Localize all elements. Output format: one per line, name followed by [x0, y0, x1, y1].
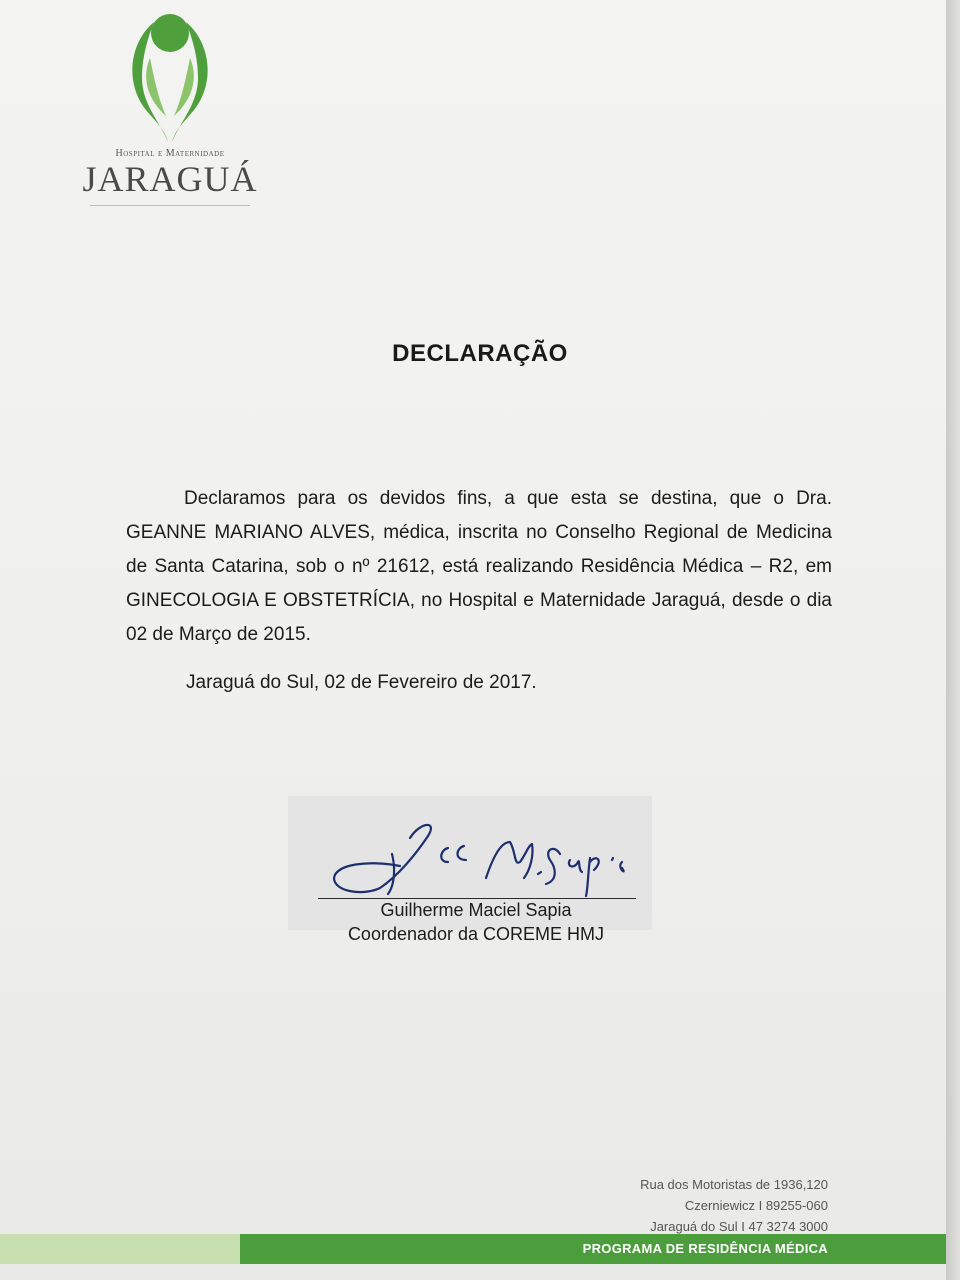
logo-divider [90, 205, 250, 206]
hospital-address [640, 1174, 828, 1237]
program-label: PROGRAMA DE RESIDÊNCIA MÉDICA [582, 1241, 828, 1256]
handwritten-signature [288, 796, 652, 906]
signatory-role: Coordenador da COREME HMJ [347, 924, 605, 944]
logo-name: JARAGUÁ [82, 159, 258, 199]
footer-bar-light [0, 1234, 240, 1264]
hospital-logo [80, 12, 260, 202]
address-line: Jaraguá do Sul I 47 3274 3000 [650, 1219, 828, 1234]
document-title: DECLARAÇÃO [392, 340, 568, 367]
declaration-body: Declaramos para os devidos fins, a que esta se destina, que o Dra. GEANNE MARIANO ALVES, médica, inscrita no Conselho Regional de Medicina de Santa Catarina, sob o nº 21612, está realizando Residência Médica – R2, em GINECOLOGIA E OBSTETRÍCIA, no Hospital e Maternidade Jaraguá, desde o dia 02 de Março de 2015. [126, 488, 832, 645]
dateline: Jaraguá do Sul, 02 de Fevereiro de 2017. [186, 672, 537, 693]
signature-line [318, 898, 636, 899]
hospital-logo-icon [120, 12, 220, 144]
signatory-name: Guilherme Maciel Sapia [380, 900, 572, 920]
logo-subtitle: Hospital e Maternidade [115, 148, 225, 159]
page-edge [946, 0, 960, 1280]
address-line: Czerniewicz I 89255-060 [684, 1198, 828, 1213]
address-line: Rua dos Motoristas de 1936,120 [640, 1177, 828, 1192]
